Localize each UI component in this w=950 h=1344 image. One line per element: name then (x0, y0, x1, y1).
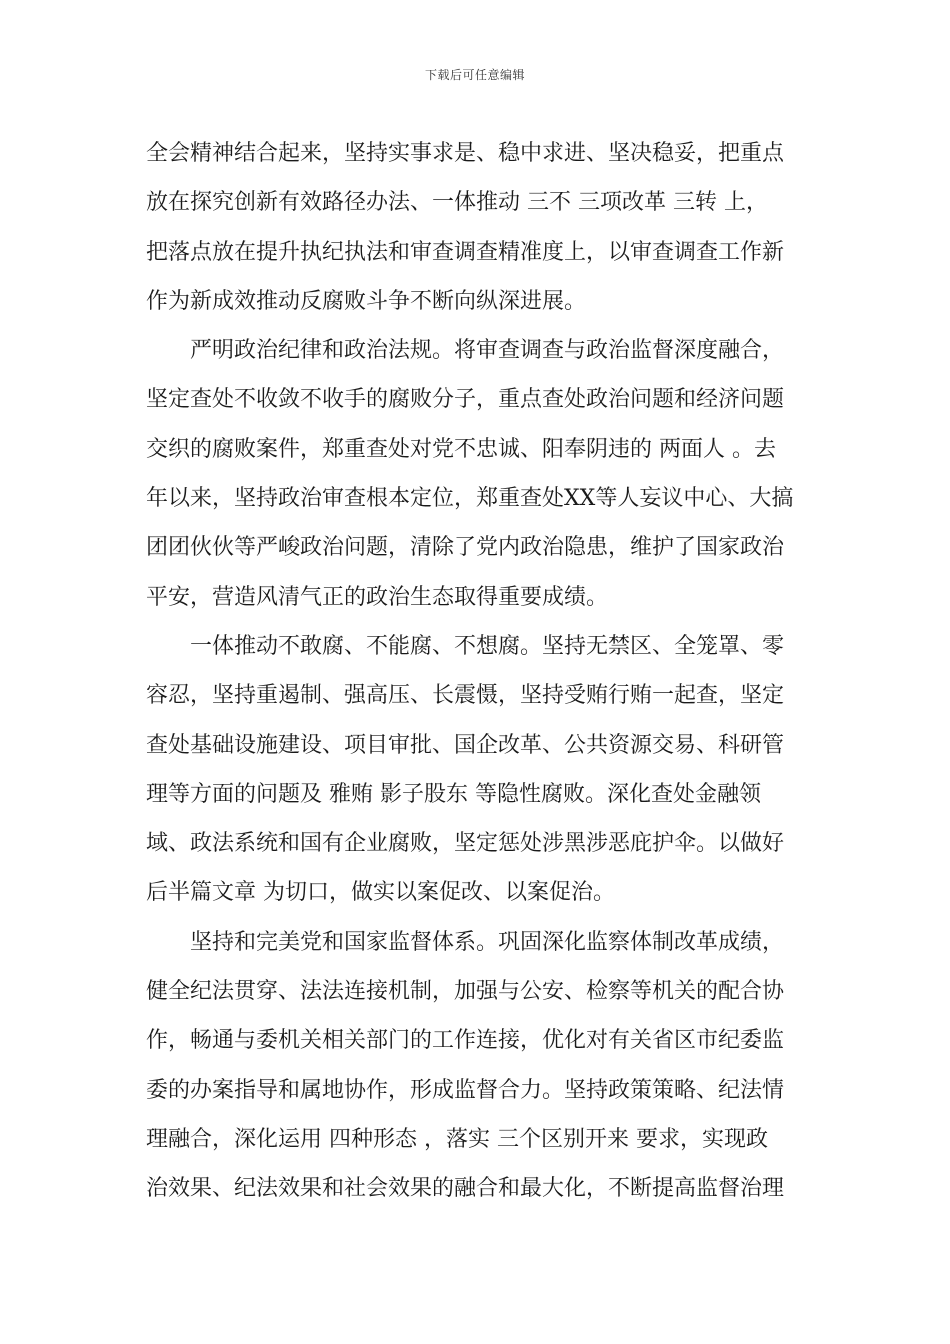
text-line: 全会精神结合起来，坚持实事求是、稳中求进、坚决稳妥，把重点 (146, 141, 785, 166)
text-line: 平安，营造风清气正的政治生态取得重要成绩。 (146, 584, 609, 610)
text-line: 理融合，深化运用 四种形态 ，落实 三个区别开来 要求，实现政 (146, 1126, 768, 1152)
text-line: 理等方面的问题及 雅贿 影子股东 等隐性腐败。深化查处金融领 (146, 781, 761, 807)
text-line: 后半篇文章 为切口，做实以案促改、以案促治。 (146, 880, 615, 906)
text-line: 交织的腐败案件，郑重查处对党不忠诚、阳奉阴违的 两面人 。去 (146, 436, 776, 462)
text-line: 查处基础设施建设、项目审批、国企改革、公共资源交易、科研管 (146, 732, 785, 758)
paragraph-first-line: 坚持和完美党和国家监督体系。巩固深化监察体制改革成绩， (190, 929, 785, 955)
text-line: 把落点放在提升执纪执法和审查调查精准度上，以审查调查工作新 (146, 239, 785, 265)
text-line: 作，畅通与委机关相关部门的工作连接，优化对有关省区市纪委监 (146, 1028, 785, 1054)
text-line: 坚定查处不收敛不收手的腐败分子，重点查处政治问题和经济问题 (146, 387, 785, 413)
text-line: 域、政法系统和国有企业腐败，坚定惩处涉黑涉恶庇护伞。以做好 (146, 831, 785, 857)
text-line: 容忍，坚持重遏制、强高压、长震慑，坚持受贿行贿一起查，坚定 (146, 683, 785, 709)
text-line: 作为新成效推动反腐败斗争不断向纵深进展。 (146, 288, 587, 314)
text-line: 治效果、纪法效果和社会效果的融合和最大化，不断提高监督治理 (146, 1176, 785, 1202)
text-line: 团团伙伙等严峻政治问题，清除了党内政治隐患，维护了国家政治 (146, 535, 785, 561)
text-line: 放在探究创新有效路径办法、一体推动 三不 三项改革 三转 上， (146, 190, 768, 216)
document-body (146, 129, 816, 1214)
text-line: 健全纪法贯穿、法法连接机制，加强与公安、检察等机关的配合协 (146, 979, 785, 1005)
text-line: 委的办案指导和属地协作，形成监督合力。坚持政策策略、纪法情 (146, 1077, 785, 1103)
paragraph-first-line: 严明政治纪律和政治法规。将审查调查与政治监督深度融合， (190, 338, 785, 364)
paragraph-first-line: 一体推动不敢腐、不能腐、不想腐。坚持无禁区、全笼罩、零 (190, 633, 785, 659)
text-line: 年以来，坚持政治审查根本定位，郑重查处XX等人妄议中心、大搞 (146, 486, 794, 512)
page-header: 下载后可任意编辑 (424, 68, 525, 82)
